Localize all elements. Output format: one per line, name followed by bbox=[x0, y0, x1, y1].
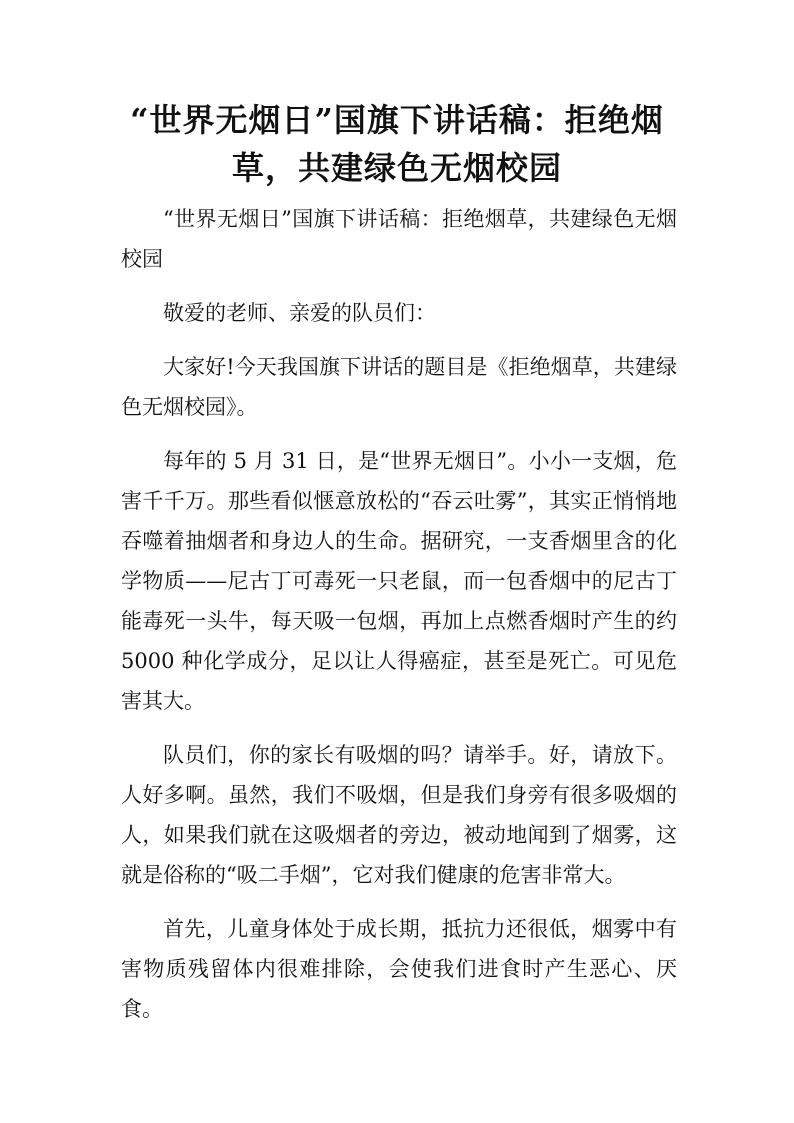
document-body bbox=[121, 199, 677, 1043]
body-paragraph-1: 每年的 5 月 31 日，是“世界无烟日”。小小一支烟，危害千千万。那些看似惬意放松的“吞云吐雾”，其实正悄悄地吞噬着抽烟者和身边人的生命。据研究，一支香烟里含的化学物质——尼古丁可毒死一只老鼠，而一包香烟中的尼古丁能毒死一头牛，每天吸一包烟，再加上点燃香烟时产生的约 5000 种化学成分，足以让人得癌症，甚至是死亡。可见危害其大。 bbox=[121, 449, 677, 713]
greeting-paragraph: 敬爱的老师、亲爱的队员们： bbox=[163, 301, 436, 325]
intro-paragraph: 大家好!今天我国旗下讲话的题目是《拒绝烟草，共建绿色无烟校园》。 bbox=[121, 355, 677, 419]
document-title: “世界无烟日”国旗下讲话稿：拒绝烟草，共建绿色无烟校园 bbox=[130, 101, 664, 187]
body-paragraph-3: 首先，儿童身体处于成长期，抵抗力还很低，烟雾中有害物质残留体内很难排除，会使我们进食时产生恶心、厌食。 bbox=[121, 917, 677, 1021]
subtitle-paragraph: “世界无烟日”国旗下讲话稿：拒绝烟草，共建绿色无烟校园 bbox=[121, 207, 677, 271]
body-paragraph-2: 队员们，你的家长有吸烟的吗？请举手。好，请放下。人好多啊。虽然，我们不吸烟，但是我们身旁有很多吸烟的人，如果我们就在这吸烟者的旁边，被动地闻到了烟雾，这就是俗称的“吸二手烟”，它对我们健康的危害非常大。 bbox=[121, 743, 677, 887]
